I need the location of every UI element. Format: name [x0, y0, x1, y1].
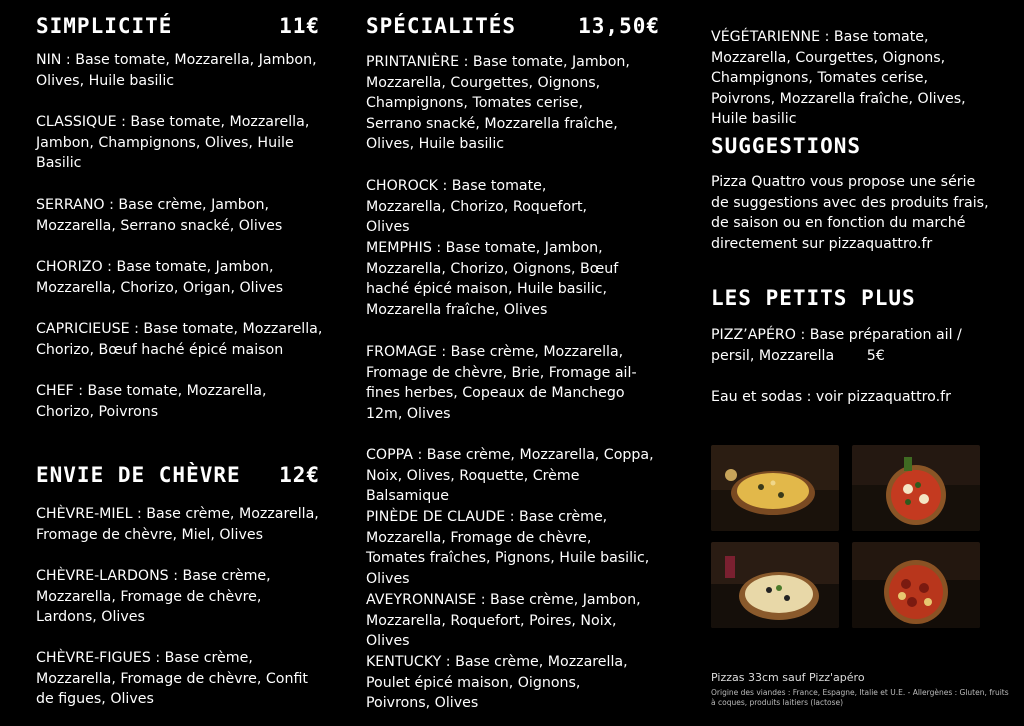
section-heading-chevre [36, 463, 336, 487]
section-price: 11€ [279, 14, 320, 38]
section-title: SUGGESTIONS [711, 134, 862, 158]
menu-item-nin: NIN : Base tomate, Mozzarella, Jambon, Olives, Huile basilic [36, 52, 317, 89]
menu-item-memphis: MEMPHIS : Base tomate, Jambon, Mozzarella, Chorizo, Oignons, Bœuf haché épicé maison, Huile basilic, Mozzarella fraîche, Olives [366, 240, 619, 318]
menu-item-vegetarienne: VÉGÉTARIENNE : Base tomate, Mozzarella, Courgettes, Oignons, Champignons, Tomates cerise, Poivrons, Mozzarella fraîche, Olives, Huile basilic [711, 29, 966, 128]
menu-item-serrano: SERRANO : Base crème, Jambon, Mozzarella, Serrano snacké, Olives [36, 197, 283, 234]
pizza-image-icon [852, 542, 980, 628]
section-title: SIMPLICITÉ [36, 14, 173, 38]
pizz-apero-price: 5€ [866, 347, 885, 364]
menu-item-kentucky: KENTUCKY : Base crème, Mozzarella, Poulet épicé maison, Oignons, Poivrons, Olives [366, 654, 628, 712]
pizz-apero-description: PIZZ’APÉRO : Base préparation ail / persil, Mozzarella [711, 327, 962, 364]
menu-item-fromage: FROMAGE : Base crème, Mozzarella, Fromage de chèvre, Brie, Fromage ail-fines herbes, Copeaux de Manchego 12m, Olives [366, 344, 637, 422]
section-heading-petits-plus [711, 286, 996, 310]
menu-item-chorizo: CHORIZO : Base tomate, Jambon, Mozzarella, Chorizo, Origan, Olives [36, 259, 284, 296]
menu-item-chevre-miel: CHÈVRE-MIEL : Base crème, Mozzarella, Fromage de chèvre, Miel, Olives [36, 506, 319, 543]
menu-item-pizz-apero [711, 325, 1001, 366]
section-price: 13,50€ [578, 14, 660, 38]
pizza-image-icon [711, 445, 839, 531]
pizza-image-icon [852, 445, 980, 531]
pizza-photo-1 [711, 445, 839, 531]
menu-item-aveyronnaise: AVEYRONNAISE : Base crème, Jambon, Mozzarella, Roquefort, Poires, Noix, Olives [366, 592, 641, 650]
pizza-photo-3 [711, 542, 839, 628]
section-heading-suggestions [711, 134, 996, 158]
menu-item-pinede-de-claude: PINÈDE DE CLAUDE : Base crème, Mozzarella, Fromage de chèvre, Tomates fraîches, Pignons, Huile basilic, Olives [366, 509, 650, 587]
section-heading-simplicite [36, 14, 336, 38]
menu-item-classique: CLASSIQUE : Base tomate, Mozzarella, Jambon, Champignons, Olives, Huile Basilic [36, 114, 310, 172]
section-title: ENVIE DE CHÈVRE [36, 463, 241, 487]
section-title: LES PETITS PLUS [711, 286, 916, 310]
pizza-image-icon [711, 542, 839, 628]
section-price: 12€ [279, 463, 320, 487]
menu-item-capricieuse: CAPRICIEUSE : Base tomate, Mozzarella, Chorizo, Bœuf haché épicé maison [36, 321, 323, 358]
menu-item-chevre-lardons: CHÈVRE-LARDONS : Base crème, Mozzarella, Fromage de chèvre, Lardons, Olives [36, 568, 271, 626]
menu-item-chorock: CHOROCK : Base tomate, Mozzarella, Chorizo, Roquefort, Olives [366, 178, 588, 236]
sodas-note: Eau et sodas : voir pizzaquattro.fr [711, 389, 951, 405]
pizza-photo-2 [852, 445, 980, 531]
menu-item-chef: CHEF : Base tomate, Mozzarella, Chorizo, Poivrons [36, 383, 267, 420]
suggestions-text: Pizza Quattro vous propose une série de suggestions avec des produits frais, de saison ou en fonction du marché directement sur pizzaquattro.fr [711, 174, 989, 252]
menu-item-chevre-figues: CHÈVRE-FIGUES : Base crème, Mozzarella, Fromage de chèvre, Confit de figues, Olives [36, 650, 308, 708]
menu-item-printaniere: PRINTANIÈRE : Base tomate, Jambon, Mozzarella, Courgettes, Oignons, Champignons, Tomates cerise, Serrano snacké, Mozzarella fraîche, Olives, Huile basilic [366, 54, 630, 153]
section-heading-specialites [366, 14, 676, 38]
menu-item-coppa: COPPA : Base crème, Mozzarella, Coppa, Noix, Olives, Roquette, Crème Balsamique [366, 447, 654, 505]
pizza-size-note: Pizzas 33cm sauf Pizz'apéro [711, 671, 865, 684]
pizza-photo-4 [852, 542, 980, 628]
section-title: SPÉCIALITÉS [366, 14, 517, 38]
origin-allergen-note: Origine des viandes : France, Espagne, Italie et U.E. - Allergènes : Gluten, fruits à coques, produits laitiers (lactose) [711, 688, 1009, 707]
